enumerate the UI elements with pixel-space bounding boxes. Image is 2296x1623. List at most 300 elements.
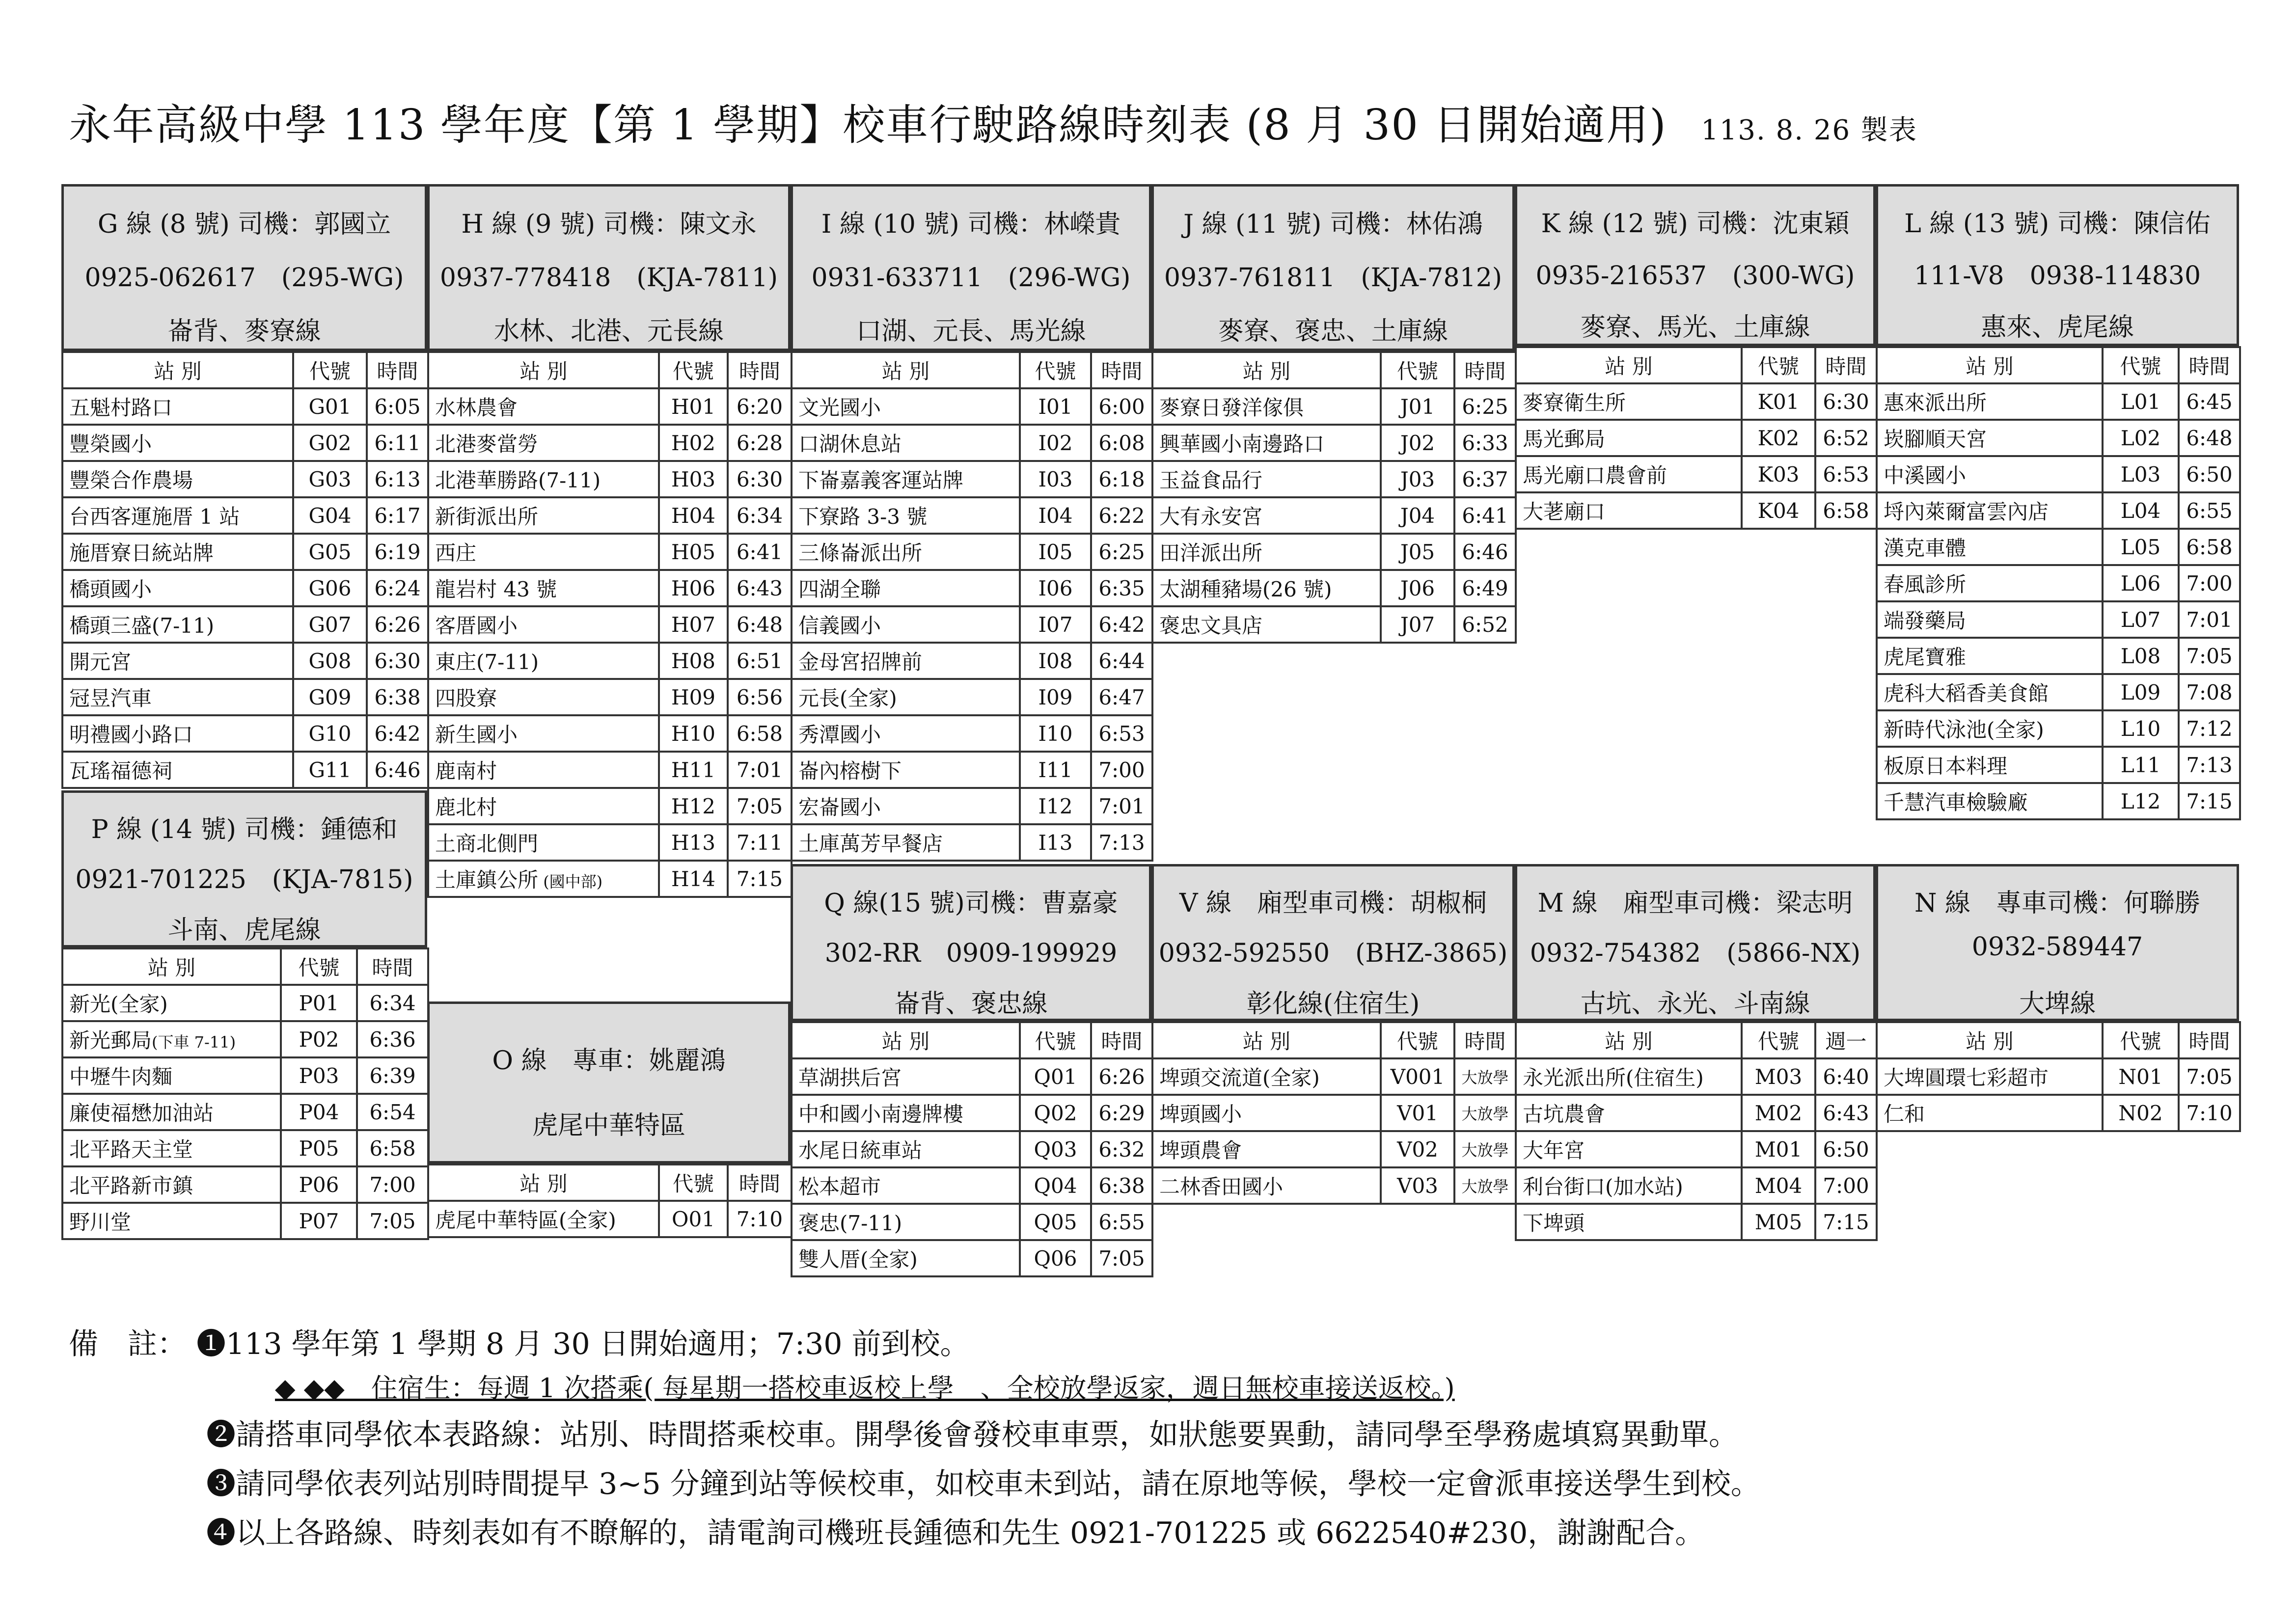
- stop-time: 7:01: [728, 752, 792, 788]
- stop-code: K02: [1742, 420, 1815, 456]
- stop-name: 水尾日統車站: [792, 1131, 1020, 1167]
- stop-code: Q03: [1020, 1131, 1091, 1167]
- route-p-table: [61, 947, 429, 1240]
- stop-time: 6:28: [728, 425, 792, 461]
- route-n-line1: N 線 專車司機：何聯勝: [1914, 889, 2201, 918]
- table-row: [1152, 425, 1516, 461]
- stop-name: 施厝寮日統站牌: [62, 534, 293, 570]
- table-row: [62, 643, 428, 679]
- stop-code: G02: [293, 425, 367, 461]
- stop-time: 6:43: [1815, 1095, 1877, 1131]
- stop-code: H02: [659, 425, 728, 461]
- stop-time: 6:34: [728, 497, 792, 534]
- route-h-header: [427, 184, 791, 351]
- table-row: [428, 788, 792, 824]
- stop-code: J06: [1381, 570, 1454, 606]
- note-1: ❶113 學年第 1 學期 8 月 30 日開始適用；7:30 前到校。: [196, 1327, 970, 1361]
- stop-code: J01: [1381, 388, 1454, 425]
- stop-code: N01: [2103, 1058, 2179, 1095]
- stop-name: 埤頭國小: [1152, 1095, 1381, 1131]
- stop-time: 7:05: [2179, 1058, 2240, 1095]
- made-date: 113. 8. 26 製表: [1701, 114, 1917, 146]
- stop-code: Q06: [1020, 1240, 1091, 1276]
- notes-label: 備 註：: [69, 1327, 187, 1361]
- stop-code: I04: [1020, 497, 1091, 534]
- stop-time: 6:53: [1815, 456, 1877, 492]
- stop-code: H01: [659, 388, 728, 425]
- route-j-line2: 0937-761811 (KJA-7812): [1164, 263, 1503, 293]
- col-time-header: 週一: [1815, 1022, 1877, 1058]
- stop-code: V03: [1381, 1167, 1454, 1204]
- stop-time: 6:30: [1815, 383, 1877, 420]
- stop-time: 7:01: [2179, 601, 2240, 638]
- table-row: [1877, 601, 2240, 638]
- stop-time: 7:01: [1091, 788, 1152, 824]
- stop-code: J02: [1381, 425, 1454, 461]
- table-row: [792, 425, 1152, 461]
- route-k-line3: 麥寮、馬光、土庫線: [1580, 313, 1810, 342]
- stop-note: (下車 7-11): [152, 1033, 236, 1052]
- table-row: [1152, 1095, 1516, 1131]
- stop-code: Q05: [1020, 1204, 1091, 1240]
- stop-name: 秀潭國小: [792, 715, 1020, 752]
- stop-name: 橋頭三盛(7-11): [62, 606, 293, 643]
- route-k-line1: K 線 (12 號) 司機：沈東穎: [1541, 209, 1850, 239]
- stop-code: L05: [2103, 529, 2179, 565]
- stop-time: 6:38: [367, 679, 428, 715]
- stop-code: H12: [659, 788, 728, 824]
- stop-code: Q01: [1020, 1058, 1091, 1095]
- table-row: [62, 1021, 428, 1057]
- stop-time: 6:55: [2179, 492, 2240, 529]
- col-station-header: 站 別: [792, 1022, 1020, 1058]
- stop-name: 玉益食品行: [1152, 461, 1381, 497]
- stop-name: 明禮國小路口: [62, 715, 293, 752]
- stop-name: 新光郵局(下車 7-11): [62, 1021, 281, 1057]
- stop-code: I10: [1020, 715, 1091, 752]
- stop-name: 北港華勝路(7-11): [428, 461, 659, 497]
- table-row: [792, 534, 1152, 570]
- stop-time: 6:08: [1091, 425, 1152, 461]
- note-2: ❷請搭車同學依本表路線：站別、時間搭乘校車。開學後會發校車車票，如狀態要異動，請同學至學務處填寫異動單。: [206, 1418, 1738, 1452]
- stop-time: 7:10: [728, 1201, 792, 1237]
- stop-code: J03: [1381, 461, 1454, 497]
- stop-name: 新生國小: [428, 715, 659, 752]
- stop-name: 三條崙派出所: [792, 534, 1020, 570]
- stop-name: 新時代泳池(全家): [1877, 710, 2103, 747]
- table-row: [792, 788, 1152, 824]
- stop-name: 麥寮日發洋傢俱: [1152, 388, 1381, 425]
- stop-name: 端發藥局: [1877, 601, 2103, 638]
- table-row: [1877, 456, 2240, 492]
- table-row: [62, 985, 428, 1021]
- table-row: [792, 715, 1152, 752]
- stop-name: 埤頭交流道(全家): [1152, 1058, 1381, 1095]
- stop-code: V001: [1381, 1058, 1454, 1095]
- stop-time: 6:58: [1815, 492, 1877, 529]
- stop-name: 麥寮衛生所: [1516, 383, 1742, 420]
- route-i-header: [791, 184, 1151, 351]
- stop-name: 開元宮: [62, 643, 293, 679]
- stop-code: J07: [1381, 606, 1454, 643]
- stop-name: 口湖休息站: [792, 425, 1020, 461]
- stop-time: 7:10: [2179, 1095, 2240, 1131]
- route-m-header: [1515, 864, 1876, 1021]
- route-q-line3: 崙背、褒忠線: [894, 989, 1048, 1019]
- stop-name: 大荖廟口: [1516, 492, 1742, 529]
- note-4: ❹以上各路線、時刻表如有不瞭解的，請電詢司機班長鍾德和先生 0921-701225 或 6622540#230，謝謝配合。: [206, 1516, 1705, 1550]
- stop-time: 7:00: [2179, 565, 2240, 601]
- stop-time: 6:26: [367, 606, 428, 643]
- col-code-header: 代號: [2103, 347, 2179, 383]
- stop-name: 冠昱汽車: [62, 679, 293, 715]
- stop-time: 6:37: [1454, 461, 1516, 497]
- stop-time: 6:25: [1091, 534, 1152, 570]
- stop-name: 草湖拱后宮: [792, 1058, 1020, 1095]
- stop-name: 中壢牛肉麵: [62, 1057, 281, 1094]
- route-l-line1: L 線 (13 號) 司機：陳信佑: [1904, 209, 2211, 239]
- stop-time: 6:26: [1091, 1058, 1152, 1095]
- route-h-line1: H 線 (9 號) 司機：陳文永: [461, 210, 757, 239]
- col-code-header: 代號: [659, 1164, 728, 1201]
- table-row: [792, 824, 1152, 861]
- stop-time: 6:48: [2179, 420, 2240, 456]
- stop-time: 6:00: [1091, 388, 1152, 425]
- table-row: [1877, 492, 2240, 529]
- route-j-line1: J 線 (11 號) 司機：林佑鴻: [1183, 210, 1483, 239]
- stop-time: 6:40: [1815, 1058, 1877, 1095]
- table-row: [1516, 456, 1877, 492]
- stop-time: 7:12: [2179, 710, 2240, 747]
- col-time-header: 時間: [2179, 347, 2240, 383]
- route-o-table: [427, 1163, 793, 1238]
- route-o-line3: 虎尾中華特區: [532, 1111, 685, 1140]
- table-row: [792, 679, 1152, 715]
- stop-name: 土商北側門: [428, 824, 659, 861]
- stop-time: 6:24: [367, 570, 428, 606]
- stop-name: 板原日本料理: [1877, 747, 2103, 783]
- stop-code: P02: [281, 1021, 357, 1057]
- table-row: [792, 388, 1152, 425]
- stop-code: V01: [1381, 1095, 1454, 1131]
- route-m-line2: 0932-754382 (5866-NX): [1530, 939, 1861, 968]
- stop-name: 水林農會: [428, 388, 659, 425]
- stop-note: (國中部): [538, 872, 603, 891]
- stop-name: 大埤圓環七彩超市: [1877, 1058, 2103, 1095]
- route-v-table: [1151, 1021, 1517, 1205]
- stop-time: 6:50: [1815, 1131, 1877, 1167]
- stop-name: 宏崙國小: [792, 788, 1020, 824]
- table-row: [1877, 383, 2240, 420]
- table-row: [1152, 606, 1516, 643]
- route-l-header: [1876, 184, 2239, 346]
- col-code-header: 代號: [281, 948, 357, 985]
- route-o-line1: O 線 專車：姚麗鴻: [492, 1046, 726, 1076]
- stop-name: 中和國小南邊牌樓: [792, 1095, 1020, 1131]
- table-row: [428, 388, 792, 425]
- stop-code: L04: [2103, 492, 2179, 529]
- table-row: [792, 1204, 1152, 1240]
- col-time-header: 時間: [1091, 1022, 1152, 1058]
- table-row: [62, 425, 428, 461]
- col-station-header: 站 別: [1877, 347, 2103, 383]
- stop-code: V02: [1381, 1131, 1454, 1167]
- stop-time: 6:19: [367, 534, 428, 570]
- stop-code: L10: [2103, 710, 2179, 747]
- stop-name: 豐榮國小: [62, 425, 293, 461]
- stop-code: P06: [281, 1166, 357, 1203]
- col-station-header: 站 別: [1516, 347, 1742, 383]
- stop-time: 6:45: [2179, 383, 2240, 420]
- col-station-header: 站 別: [1152, 352, 1381, 388]
- stop-name: 利台街口(加水站): [1516, 1167, 1742, 1204]
- route-g-line3: 崙背、麥寮線: [167, 317, 321, 346]
- stop-code: K04: [1742, 492, 1815, 529]
- stop-time: 6:47: [1091, 679, 1152, 715]
- table-row: [1516, 1131, 1877, 1167]
- stop-code: L06: [2103, 565, 2179, 601]
- stop-time: 6:41: [728, 534, 792, 570]
- route-g-header: [61, 184, 427, 351]
- stop-code: H08: [659, 643, 728, 679]
- stop-code: H14: [659, 861, 728, 897]
- table-row: [62, 497, 428, 534]
- stop-code: H10: [659, 715, 728, 752]
- route-p-header: [61, 790, 427, 947]
- stop-time: 大放學: [1454, 1167, 1516, 1204]
- stop-time: 6:42: [367, 715, 428, 752]
- table-row: [1152, 1167, 1516, 1204]
- route-g-line1: G 線 (8 號) 司機：郭國立: [97, 210, 391, 239]
- stop-code: M04: [1742, 1167, 1815, 1204]
- route-v-line1: V 線 廂型車司機：胡椒桐: [1179, 889, 1487, 918]
- stop-code: G04: [293, 497, 367, 534]
- stop-name: 下寮路 3-3 號: [792, 497, 1020, 534]
- stop-code: G01: [293, 388, 367, 425]
- stop-code: H04: [659, 497, 728, 534]
- table-row: [1877, 529, 2240, 565]
- route-j-table: [1151, 351, 1517, 644]
- route-q-line1: Q 線(15 號)司機：曹嘉豪: [824, 889, 1118, 918]
- table-row: [792, 643, 1152, 679]
- table-row: [792, 1095, 1152, 1131]
- stop-time: 6:44: [1091, 643, 1152, 679]
- stop-name: 虎尾中華特區(全家): [428, 1201, 659, 1237]
- table-row: [1516, 420, 1877, 456]
- table-row: [1516, 1095, 1877, 1131]
- route-h-table: [427, 351, 793, 898]
- stop-name: 龍岩村 43 號: [428, 570, 659, 606]
- stop-code: I11: [1020, 752, 1091, 788]
- stop-code: I02: [1020, 425, 1091, 461]
- table-row: [1516, 492, 1877, 529]
- route-v-line2: 0932-592550 (BHZ-3865): [1158, 939, 1508, 968]
- route-p-line3: 斗南、虎尾線: [167, 916, 321, 945]
- table-row: [1152, 388, 1516, 425]
- stop-code: I07: [1020, 606, 1091, 643]
- stop-code: P05: [281, 1130, 357, 1166]
- table-row: [792, 497, 1152, 534]
- stop-name: 埒內萊爾富雲內店: [1877, 492, 2103, 529]
- stop-code: O01: [659, 1201, 728, 1237]
- stop-name: 褒忠(7-11): [792, 1204, 1020, 1240]
- route-m-line3: 古坑、永光、斗南線: [1580, 989, 1810, 1019]
- stop-code: G05: [293, 534, 367, 570]
- stop-code: H11: [659, 752, 728, 788]
- stop-time: 6:11: [367, 425, 428, 461]
- stop-name: 仁和: [1877, 1095, 2103, 1131]
- stop-code: I01: [1020, 388, 1091, 425]
- stop-code: H13: [659, 824, 728, 861]
- stop-code: I12: [1020, 788, 1091, 824]
- stop-name: 四股寮: [428, 679, 659, 715]
- col-code-header: 代號: [1742, 1022, 1815, 1058]
- table-row: [1516, 1167, 1877, 1204]
- stop-code: G09: [293, 679, 367, 715]
- stop-name: 崙內榕樹下: [792, 752, 1020, 788]
- stop-time: 6:05: [367, 388, 428, 425]
- stop-code: H03: [659, 461, 728, 497]
- stop-time: 6:56: [728, 679, 792, 715]
- stop-name: 千慧汽車檢驗廠: [1877, 783, 2103, 819]
- stop-code: L02: [2103, 420, 2179, 456]
- table-row: [792, 570, 1152, 606]
- stop-code: P07: [281, 1203, 357, 1239]
- table-row: [792, 606, 1152, 643]
- route-v-line3: 彰化線(住宿生): [1246, 989, 1420, 1019]
- stop-code: N02: [2103, 1095, 2179, 1131]
- route-q-line2: 302-RR 0909-199929: [824, 939, 1118, 968]
- stop-time: 6:22: [1091, 497, 1152, 534]
- col-code-header: 代號: [293, 352, 367, 388]
- note-3: ❸請同學依表列站別時間提早 3~5 分鐘到站等候校車，如校車未到站，請在原地等候，學校一定會派車接送學生到校。: [206, 1467, 1760, 1501]
- stop-time: 6:58: [728, 715, 792, 752]
- stop-time: 6:17: [367, 497, 428, 534]
- stop-code: M02: [1742, 1095, 1815, 1131]
- stop-name: 下埤頭: [1516, 1204, 1742, 1240]
- route-k-line2: 0935-216537 (300-WG): [1535, 261, 1855, 291]
- route-p-line2: 0921-701225 (KJA-7815): [75, 865, 413, 894]
- stop-code: G08: [293, 643, 367, 679]
- col-station-header: 站 別: [62, 352, 293, 388]
- col-station-header: 站 別: [1877, 1022, 2103, 1058]
- table-row: [1877, 747, 2240, 783]
- col-time-header: 時間: [357, 948, 428, 985]
- stop-name: 田洋派出所: [1152, 534, 1381, 570]
- stop-code: K01: [1742, 383, 1815, 420]
- stop-time: 6:33: [1454, 425, 1516, 461]
- route-i-line2: 0931-633711 (296-WG): [811, 263, 1131, 293]
- stop-name: 大有永安宮: [1152, 497, 1381, 534]
- table-row: [62, 1166, 428, 1203]
- stop-code: H09: [659, 679, 728, 715]
- table-row: [428, 1201, 792, 1237]
- stop-name: 野川堂: [62, 1203, 281, 1239]
- stop-code: H07: [659, 606, 728, 643]
- stop-time: 7:00: [1815, 1167, 1877, 1204]
- stop-name: 土庫萬芳早餐店: [792, 824, 1020, 861]
- stop-time: 6:30: [367, 643, 428, 679]
- route-i-line1: I 線 (10 號) 司機：林嶸貴: [821, 210, 1121, 239]
- stop-code: G03: [293, 461, 367, 497]
- table-row: [1877, 565, 2240, 601]
- route-o-header: [427, 1001, 791, 1163]
- stop-code: P03: [281, 1057, 357, 1094]
- table-row: [428, 752, 792, 788]
- stop-name: 客厝國小: [428, 606, 659, 643]
- stop-name: 興華國小南邊路口: [1152, 425, 1381, 461]
- table-row: [792, 1167, 1152, 1204]
- stop-name: 太湖種豬場(26 號): [1152, 570, 1381, 606]
- col-code-header: 代號: [659, 352, 728, 388]
- stop-name: 台西客運施厝 1 站: [62, 497, 293, 534]
- stop-name: 西庄: [428, 534, 659, 570]
- stop-time: 6:32: [1091, 1131, 1152, 1167]
- col-station-header: 站 別: [62, 948, 281, 985]
- table-row: [1152, 461, 1516, 497]
- route-j-header: [1151, 184, 1515, 351]
- table-row: [1877, 420, 2240, 456]
- stop-code: H06: [659, 570, 728, 606]
- table-row: [428, 679, 792, 715]
- table-row: [792, 1058, 1152, 1095]
- col-time-header: 時間: [1091, 352, 1152, 388]
- stop-time: 6:38: [1091, 1167, 1152, 1204]
- stop-time: 6:34: [357, 985, 428, 1021]
- stop-code: L11: [2103, 747, 2179, 783]
- stop-name: 馬光廟口農會前: [1516, 456, 1742, 492]
- stop-time: 7:15: [728, 861, 792, 897]
- route-m-line1: M 線 廂型車司機：梁志明: [1537, 889, 1853, 918]
- col-station-header: 站 別: [428, 1164, 659, 1201]
- stop-time: 7:05: [1091, 1240, 1152, 1276]
- stop-time: 6:52: [1454, 606, 1516, 643]
- stop-code: I03: [1020, 461, 1091, 497]
- route-p-line1: P 線 (14 號) 司機：鍾德和: [91, 815, 398, 844]
- stop-time: 6:53: [1091, 715, 1152, 752]
- stop-code: I08: [1020, 643, 1091, 679]
- route-l-line2: 111-V8 0938-114830: [1913, 261, 2201, 291]
- table-row: [1152, 1058, 1516, 1095]
- stop-name: 惠來派出所: [1877, 383, 2103, 420]
- stop-code: J05: [1381, 534, 1454, 570]
- stop-code: I09: [1020, 679, 1091, 715]
- table-row: [428, 824, 792, 861]
- stop-name: 信義國小: [792, 606, 1020, 643]
- stop-time: 7:15: [1815, 1204, 1877, 1240]
- stop-name: 北平路新市鎮: [62, 1166, 281, 1203]
- stop-name: 雙人厝(全家): [792, 1240, 1020, 1276]
- stop-name: 虎尾寶雅: [1877, 638, 2103, 674]
- stop-name: 大年宮: [1516, 1131, 1742, 1167]
- table-row: [1152, 497, 1516, 534]
- stop-name: 豐榮合作農場: [62, 461, 293, 497]
- col-time-header: 時間: [1454, 1022, 1516, 1058]
- table-row: [1877, 638, 2240, 674]
- route-n-header: [1876, 864, 2239, 1021]
- stop-code: Q02: [1020, 1095, 1091, 1131]
- stop-code: G11: [293, 752, 367, 788]
- stop-code: L03: [2103, 456, 2179, 492]
- stop-time: 6:20: [728, 388, 792, 425]
- route-v-header: [1151, 864, 1515, 1021]
- stop-time: 6:13: [367, 461, 428, 497]
- stop-time: 6:58: [357, 1130, 428, 1166]
- stop-code: L09: [2103, 674, 2179, 710]
- table-row: [1152, 1131, 1516, 1167]
- stop-name: 永光派出所(住宿生): [1516, 1058, 1742, 1095]
- col-time-header: 時間: [1815, 347, 1877, 383]
